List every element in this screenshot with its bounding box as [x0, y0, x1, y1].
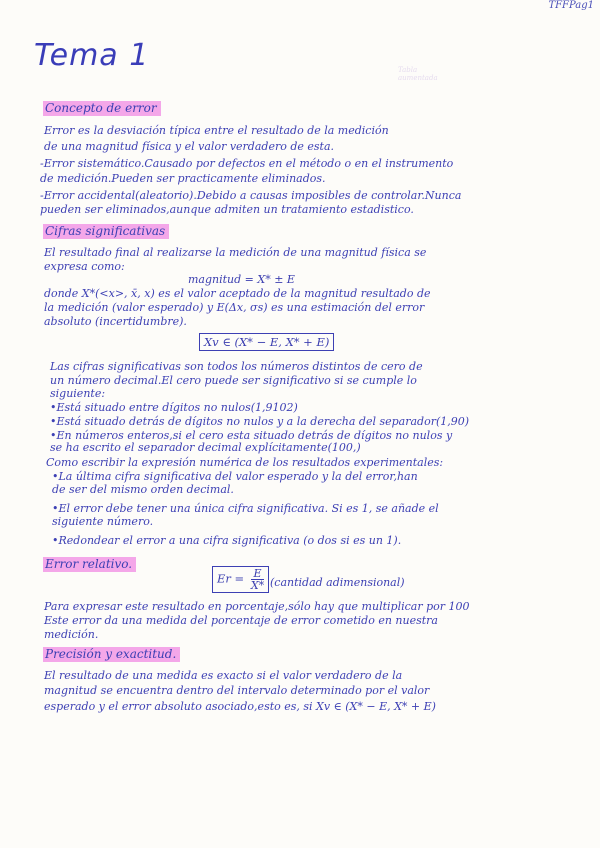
heading-cifras-significativas: Cifras significativas [43, 224, 169, 239]
text-line: El resultado final al realizarse la medición de una magnitud física se [44, 246, 427, 259]
text-line: -Error sistemático.Causado por defectos en el método o en el instrumento [40, 157, 454, 170]
fraction-numerator: E [251, 568, 264, 580]
text-line: El resultado de una medida es exacto si el valor verdadero de la [44, 669, 403, 682]
text-line: magnitud se encuentra dentro del intervalo determinado por el valor [44, 684, 430, 697]
text-line: -Error accidental(aleatorio).Debido a causas imposibles de controlar.Nunca [40, 189, 462, 202]
text-line: Para expresar este resultado en porcentaje,sólo hay que multiplicar por 100 [44, 600, 470, 613]
text-line: Las cifras significativas son todos los números distintos de cero de [50, 360, 423, 373]
text-line: donde X*(<x>, x̄, x) es el valor aceptado de la magnitud resultado de [44, 287, 431, 300]
text-line: •La última cifra significativa del valor esperado y la del error,han [52, 470, 418, 483]
boxed-formula-interval: Xv ∈ (X* − E, X* + E) [199, 333, 334, 351]
text-line: siguiente número. [52, 515, 154, 528]
text-line: medición. [44, 628, 99, 641]
text-line: de una magnitud física y el valor verdadero de esta. [44, 140, 335, 153]
text-line: expresa como: [44, 260, 125, 273]
formula-lhs: Er = [217, 571, 245, 586]
text-line: •Redondear el error a una cifra significativa (o dos si es un 1). [52, 534, 402, 547]
text-line: siguiente: [50, 387, 106, 400]
heading-error-relativo: Error relativo. [43, 557, 136, 572]
text-line: •Está situado detrás de dígitos no nulos y a la derecha del separador(1,90) [50, 415, 470, 428]
formula-magnitud: magnitud = X* ± E [188, 273, 295, 286]
text-line: un número decimal.El cero puede ser significativo si se cumple lo [50, 374, 417, 387]
heading-precision-exactitud: Precisión y exactitud. [43, 647, 180, 662]
text-line: •El error debe tener una única cifra significativa. Si es 1, se añade el [52, 502, 439, 515]
fraction-denominator: X* [250, 579, 265, 592]
text-line: de ser del mismo orden decimal. [52, 483, 234, 496]
heading-concepto-de-error: Concepto de error [43, 101, 161, 116]
formula-note: (cantidad adimensional) [270, 576, 405, 589]
text-line: la medición (valor esperado) y E(Δx, σs) es una estimación del error [44, 301, 425, 314]
text-line: •En números enteros,si el cero esta situado detrás de dígitos no nulos y [50, 429, 453, 442]
text-line: Este error da una medida del porcentaje de error cometido en nuestra [44, 614, 438, 627]
text-line: de medición.Pueden ser practicamente eliminados. [40, 172, 326, 185]
text-line: esperado y el error absoluto asociado,esto es, si Xv ∈ (X* − E, X* + E) [44, 700, 436, 713]
text-line: se ha escrito el separador decimal explícitamente(100,) [50, 441, 361, 454]
fraction [251, 568, 264, 591]
text-line: Error es la desviación típica entre el resultado de la medición [44, 124, 389, 137]
boxed-formula-relative-error [212, 566, 269, 593]
page-title: Tema 1 [34, 38, 150, 73]
faint-bleed-text: Tabla aumentada [398, 66, 438, 82]
text-line: •Está situado entre dígitos no nulos(1,9102) [50, 401, 298, 414]
text-line: Como escribir la expresión numérica de los resultados experimentales: [46, 456, 444, 469]
text-line: pueden ser eliminados,aunque admiten un tratamiento estadistico. [40, 203, 414, 216]
page-label: TFFPag1 [548, 0, 594, 11]
text-line: absoluto (incertidumbre). [44, 315, 187, 328]
